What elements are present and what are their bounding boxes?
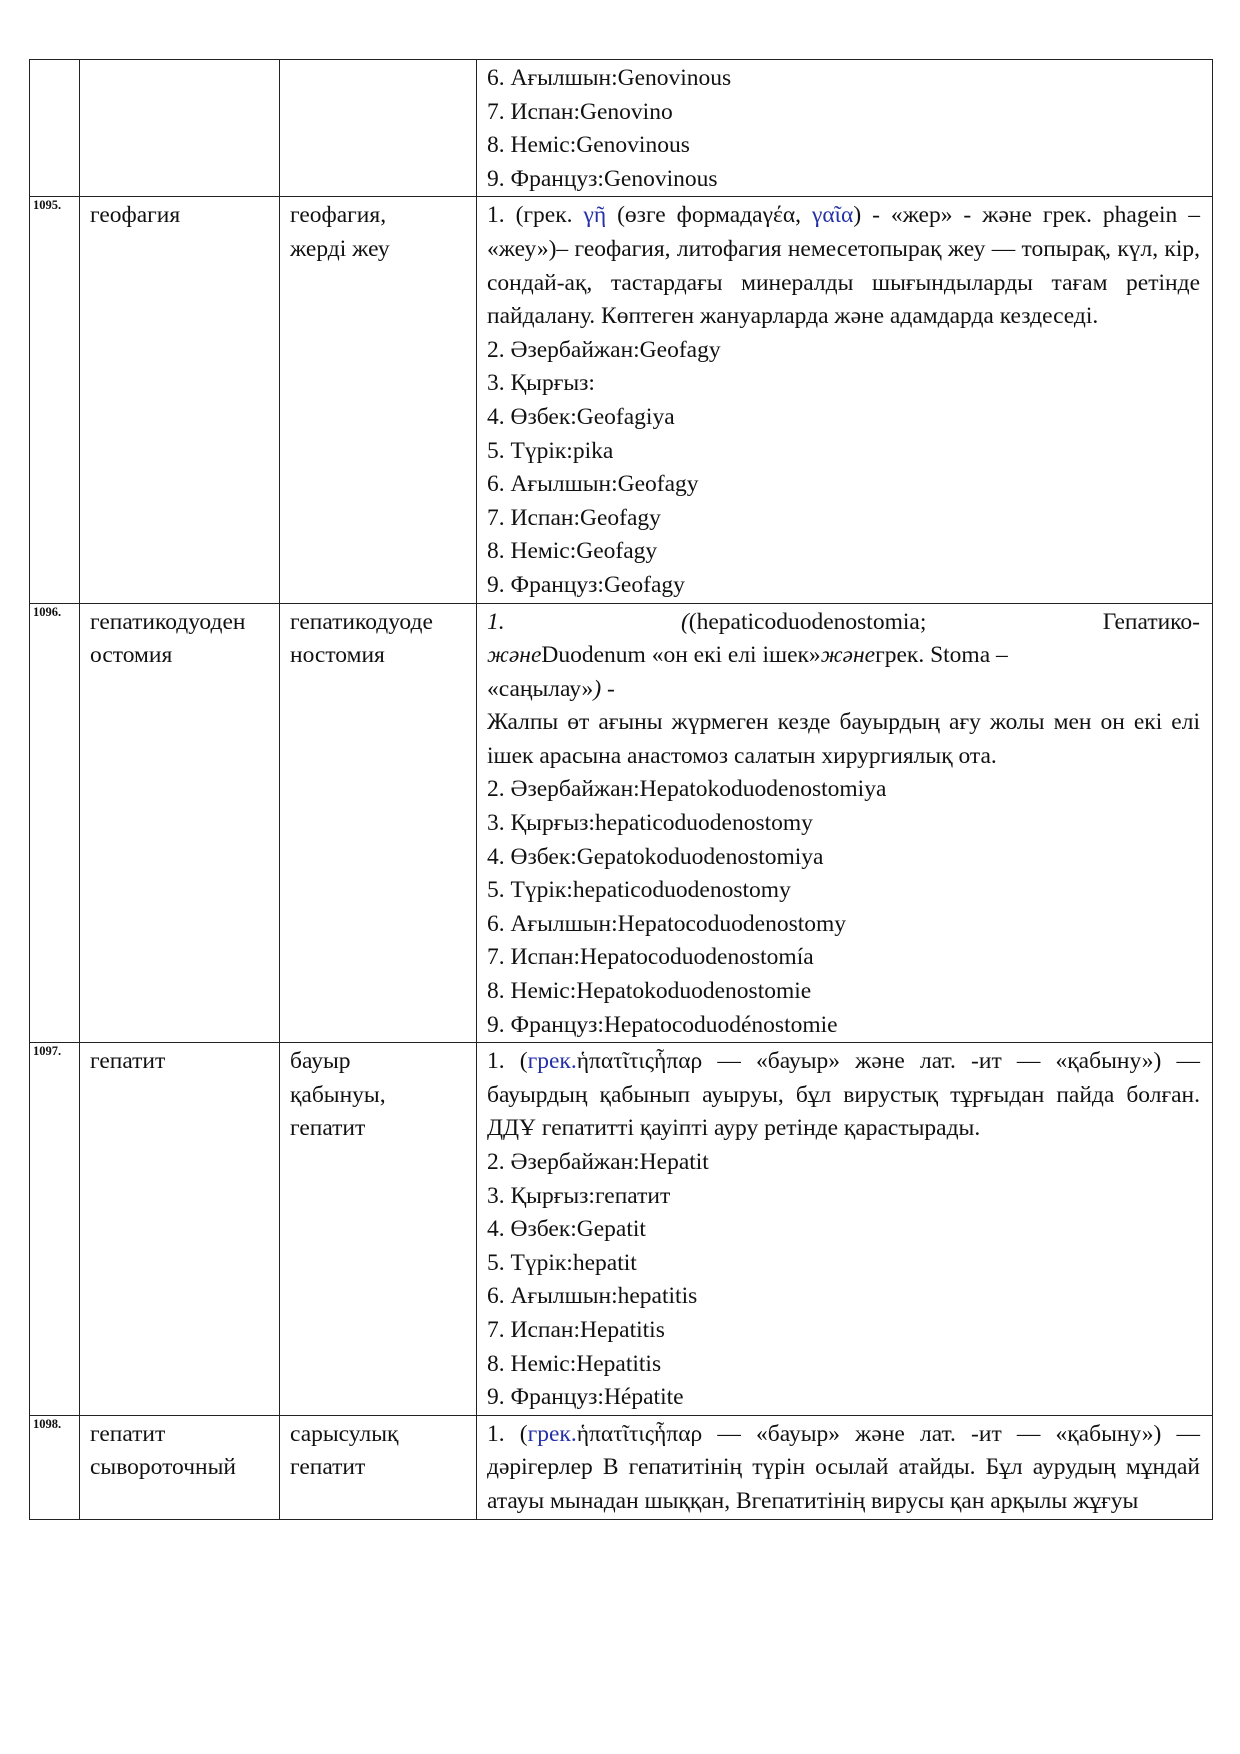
language-line: 5. Түрік:hepaticoduodenostomy [487,877,791,904]
kazakh-term-line: гепатит [290,1115,366,1142]
kazakh-term-line: гепатит [290,1454,366,1481]
kazakh-term [280,197,477,603]
russian-term: гепатит [80,1043,280,1416]
table-row [30,603,1213,1043]
definition-text: Жалпы өт ағыны жүрмеген кезде бауырдың ағу жолы мен он екі елі ішек арасына анастомоз салатын хирургиялық ота. [487,709,1200,769]
language-line: 8. Неміс:Hepatokoduodenostomie [487,978,812,1005]
language-line: 9. Француз:Hépatite [487,1384,684,1411]
kazakh-term-line: ностомия [290,642,385,669]
dictionary-table [29,59,1213,1520]
language-line: 5. Түрік:pika [487,437,614,464]
language-line: 7. Испан:Genovino [487,98,673,125]
language-line: 9. Француз:Genovinous [487,165,718,192]
language-line: 5. Түрік:hepatit [487,1249,637,1276]
definition-cell [477,197,1213,603]
definition-text: 1. (грек. γῆ (өзге формадаγέα, γαῖα) - «жер» - және грек. phagein – «жеу»)– геофагия, литофагия немесетопырақ жеу — топырақ, күл, кір, сондай-ақ, тастардағы минералды шығындыларды тағам ретінде пайдалану. Көптеген жануарларда және адамдарда кездеседі. [487,202,1200,330]
kazakh-term [280,603,477,1043]
kazakh-term-line: қабынуы, [290,1081,386,1108]
table-row [30,1043,1213,1416]
language-line: 7. Испан:Geofagy [487,504,661,531]
russian-term-line: гепатит [90,1420,166,1447]
definition-text: 1. (грек.ἡπατῖτιςἧπαρ — «бауыр» және лат. -ит — «қабыну») — бауырдың қабынып ауыруы, бұл вирустық тұрғыдан пайда болған. ДДҰ гепатитті қауіпті ауру ретінде қарастырады. [487,1048,1200,1142]
kazakh-term [280,1415,477,1519]
language-line: 6. Ағылшын:Genovinous [487,65,732,91]
kazakh-term [280,1043,477,1416]
language-line: 8. Неміс:Hepatitis [487,1350,662,1377]
table-row [30,197,1213,603]
language-line: 4. Өзбек:Gepatokoduodenostomiya [487,843,824,870]
language-line: 4. Өзбек:Gepatit [487,1216,646,1243]
russian-term-line: гепатикодуоден [90,608,246,635]
kazakh-term-line: жерді жеу [290,235,390,262]
definition-cell [477,60,1213,197]
language-line: 6. Ағылшын:hepatitis [487,1283,698,1310]
language-line: 8. Неміс:Genovinous [487,132,690,159]
kazakh-term-line: гепатикодуоде [290,608,433,635]
language-line: 7. Испан:Hepatitis [487,1316,665,1343]
language-line: 8. Неміс:Geofagy [487,538,658,565]
language-line: 9. Француз:Hepatocoduodénostomie [487,1011,838,1038]
language-line: 3. Қырғыз: [487,370,595,397]
language-line: 3. Қырғыз:hepaticoduodenostomy [487,810,813,837]
definition-line: «саңылау») - [487,675,615,702]
entry-number: 1095. [30,197,80,603]
russian-term [80,60,280,197]
language-line: 9. Француз:Geofagy [487,571,685,598]
definition-text: 1. (грек.ἡπατῖτιςἧπαρ — «бауыр» және лат. -ит — «қабыну») — дәрігерлер В гепатитінің түрін осылай атайды. Бұл аурудың мұндай атауы мынадан шыққан, Вгепатитінің вирусы қан арқылы жұғуы [487,1420,1200,1514]
entry-number: 1096. [30,603,80,1043]
language-line: 7. Испан:Hepatocoduodenostomía [487,944,814,971]
definition-cell [477,603,1213,1043]
language-line: 2. Әзербайжан:Geofagy [487,336,721,363]
language-line: 2. Әзербайжан:Hepatit [487,1149,709,1175]
russian-term: геофагия [80,197,280,603]
entry-number: 1098. [30,1415,80,1519]
language-line: 4. Өзбек:Geofagiya [487,403,675,430]
definition-line: 1. ((hepaticoduodenostomia; Гепатико- [487,608,1200,635]
kazakh-term-line: геофагия, [290,202,387,229]
russian-term [80,1415,280,1519]
russian-term-line: сывороточный [90,1454,236,1481]
greek-link[interactable]: грек. [527,1420,577,1447]
language-line: 2. Әзербайжан:Hepatokoduodenostomiya [487,776,887,803]
entry-number [30,60,80,197]
language-line: 6. Ағылшын:Hepatocoduodenostomy [487,910,847,937]
kazakh-term-line: сарысулық [290,1420,399,1447]
greek-link[interactable]: грек. [527,1048,577,1075]
definition-cell [477,1415,1213,1519]
entry-number: 1097. [30,1043,80,1416]
table-row [30,60,1213,197]
definition-line: жәнеDuodenum «он екі елі ішек»жәнегрек. Stoma – [487,642,1008,669]
greek-link[interactable]: γῆ [583,202,607,229]
russian-term [80,603,280,1043]
definition-cell [477,1043,1213,1416]
kazakh-term [280,60,477,197]
russian-term-line: остомия [90,642,173,669]
language-line: 3. Қырғыз:гепатит [487,1182,671,1209]
greek-link[interactable]: γαῖα [811,202,854,229]
table-row [30,1415,1213,1519]
language-line: 6. Ағылшын:Geofagy [487,471,699,498]
kazakh-term-line: бауыр [290,1048,351,1075]
